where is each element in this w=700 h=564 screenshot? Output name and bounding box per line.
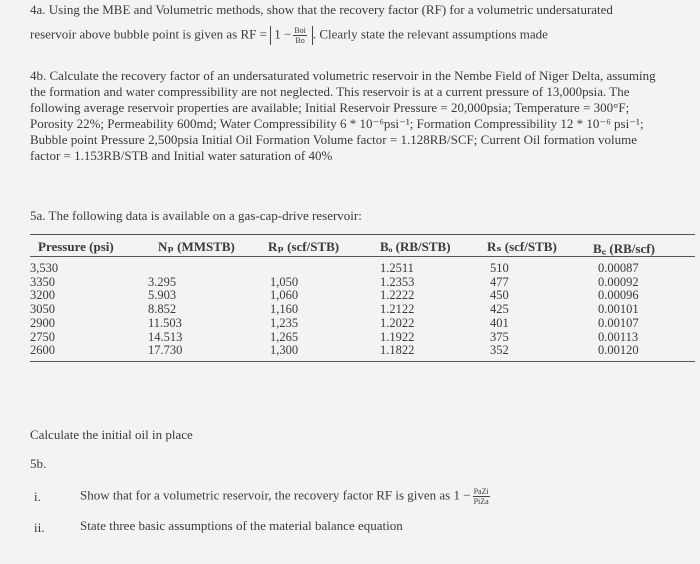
rf-fraction-denominator: Bo [295, 36, 305, 45]
table-cell: 1,160 [270, 302, 299, 317]
rf-gas-fraction-denominator: PiZa [473, 497, 489, 506]
table-header-rs: Rₛ (scf/STB) [487, 239, 557, 254]
table-cell: 1.2122 [380, 302, 415, 317]
table-cell: 1,060 [270, 288, 299, 303]
table-cell: 3,530 [30, 261, 59, 275]
question-4a-line2 [30, 26, 548, 45]
table-cell: 8.852 [148, 302, 177, 317]
table-cell: 1.2022 [380, 315, 415, 330]
question-5a-instruction: Calculate the initial oil in place [30, 427, 193, 442]
table-cell: 0.00120 [598, 343, 639, 358]
question-4b-line: the formation and water compressibility are not neglected. This reservoir is at a current pressure of 13,000psia. The [30, 84, 630, 99]
table-cell: 14.513 [148, 329, 183, 344]
rf-fraction [293, 26, 307, 45]
table-header-bg: B꜀ (RB/scf) [593, 241, 655, 256]
table-cell: 2600 [30, 343, 55, 358]
table-cell [148, 262, 182, 276]
question-4b-line: 4b. Calculate the recovery factor of an undersaturated volumetric reservoir in the Nembe Field of Niger Delta, assuming [30, 68, 656, 83]
table-cell: 5.903 [148, 288, 177, 303]
table-cell: 425 [490, 302, 509, 317]
question-5b-heading: 5b. [30, 456, 47, 471]
table-cell: 0.00113 [598, 329, 639, 344]
question-5a-heading: 5a. The following data is available on a gas-cap-drive reservoir: [30, 208, 362, 223]
question-5b-item-text [80, 487, 492, 506]
table-cell: 352 [490, 343, 509, 358]
table-cell: 375 [490, 329, 509, 344]
question-5b-item-text-body: Show that for a volumetric reservoir, the recovery factor RF is given as 1 − [80, 487, 471, 503]
table-cell: 3200 [30, 288, 55, 303]
table-top-rule [30, 234, 695, 235]
question-4a-prefix: reservoir above bubble point is given as RF = [30, 26, 271, 42]
table-header-rule [30, 256, 695, 257]
table-cell: 1,050 [270, 274, 299, 289]
question-4b-line: factor = 1.153RB/STB and Initial water saturation of 40% [30, 148, 333, 163]
rf-gas-fraction-numerator: PaZi [473, 487, 489, 496]
table-cell: 0.00092 [598, 274, 639, 289]
table-header-np: Nₚ (MMSTB) [158, 239, 235, 254]
table-cell: 1.2511 [380, 261, 414, 275]
rf-formula-one: 1 − [274, 26, 292, 42]
table-cell: 450 [490, 288, 509, 303]
table-header-rp: Rₚ (scf/STB) [268, 239, 340, 254]
table-column-bo [380, 262, 414, 358]
table-cell [270, 262, 298, 276]
table-column-rs [490, 262, 509, 358]
question-5b-item-text: State three basic assumptions of the material balance equation [80, 518, 403, 533]
question-4a-suffix: . Clearly state the relevant assumptions made [312, 26, 548, 42]
question-4b [30, 68, 695, 164]
question-5b-item-number: ii. [34, 520, 45, 535]
rf-formula [270, 26, 313, 45]
table-cell: 3050 [30, 302, 55, 317]
table-bottom-rule [30, 361, 695, 362]
table-column-rp [270, 262, 298, 358]
question-4b-line: following average reservoir properties are available; Initial Reservoir Pressure = 20,000psia; Temperature = 300°F; [30, 100, 630, 115]
question-4b-line: Porosity 22%; Permeability 600md; Water Compressibility 6 * 10⁻⁶psi⁻¹; Formation Compressibility 12 * 10⁻⁶ psi⁻¹; [30, 116, 644, 131]
table-column-bg [598, 262, 639, 358]
table-cell: 510 [490, 261, 509, 275]
table-cell: 401 [490, 315, 509, 330]
rf-gas-fraction [473, 487, 490, 506]
question-4a-line1: 4a. Using the MBE and Volumetric methods, show that the recovery factor (RF) for a volumetric undersaturated [30, 2, 613, 17]
table-cell: 1.1822 [380, 343, 415, 358]
table-cell: 1.2222 [380, 288, 415, 303]
table-cell: 1.1922 [380, 329, 415, 344]
table-cell: 477 [490, 274, 509, 289]
table-cell: 17.730 [148, 343, 183, 358]
question-5b-item-number: i. [34, 489, 41, 504]
table-column-np [148, 262, 182, 358]
table-cell: 1,265 [270, 329, 299, 344]
table-cell: 11.503 [148, 315, 182, 330]
table-cell: 0.00096 [598, 288, 639, 303]
table-header-pressure: Pressure (psi) [38, 239, 114, 254]
table-cell: 3.295 [148, 274, 177, 289]
table-cell: 2750 [30, 329, 55, 344]
table-cell: 3350 [30, 274, 55, 289]
question-4b-line: Bubble point Pressure 2,500psia Initial Oil Formation Volume factor = 1.128RB/SCF; Current Oil formation volume [30, 132, 637, 147]
table-cell: 1,300 [270, 343, 299, 358]
table-cell: 1,235 [270, 315, 299, 330]
table-column-pressure [30, 262, 58, 358]
table-cell: 0.00101 [598, 302, 639, 317]
table-cell: 0.00087 [598, 261, 639, 275]
table-header-bo: Bₒ (RB/STB) [380, 239, 451, 254]
table-cell: 0.00107 [598, 315, 639, 330]
rf-fraction-numerator: Boi [294, 26, 306, 35]
table-cell: 2900 [30, 315, 55, 330]
table-cell: 1.2353 [380, 274, 415, 289]
